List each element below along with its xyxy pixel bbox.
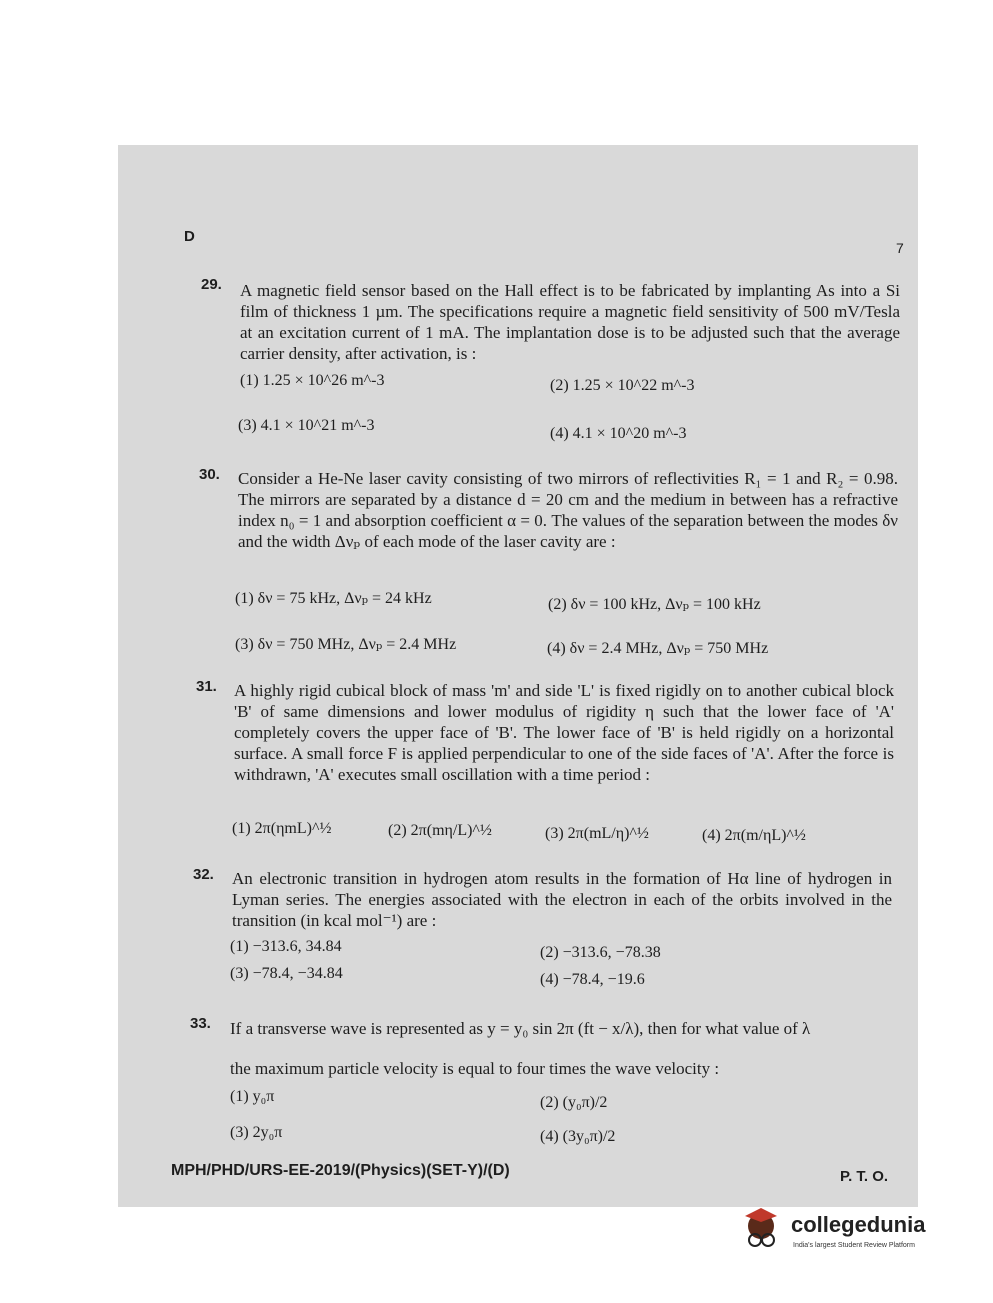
- option: (2) (y₀π)/2: [540, 1094, 608, 1111]
- option: (3) 2π(mL/η)^½: [545, 825, 649, 842]
- option: (1) 1.25 × 10^26 m^-3: [240, 372, 385, 389]
- question-text: A magnetic field sensor based on the Hall effect is to be fabricated by implanting As into a Si film of thickness 1 µm. The specifications require a magnetic field sensitivity of 500 mV/Tesla at an excitation current of 1 mA. The implantation dose is to be adjusted such that the average carrier density, after activation, is :: [240, 281, 900, 363]
- option: (4) 4.1 × 10^20 m^-3: [550, 425, 687, 442]
- option: (3) −78.4, −34.84: [230, 965, 343, 982]
- logo-tagline: India's largest Student Review Platform: [793, 1242, 915, 1249]
- option: (2) δν = 100 kHz, Δνₚ = 100 kHz: [548, 596, 761, 613]
- footer-pto: P. T. O.: [840, 1168, 889, 1185]
- question-number: 32.: [193, 866, 214, 883]
- question-text: If a transverse wave is represented as y = y₀ sin 2π (ft − x/λ), then for what value of λ: [230, 1019, 811, 1038]
- set-letter: D: [184, 228, 195, 245]
- footer-exam-code: MPH/PHD/URS-EE-2019/(Physics)(SET-Y)/(D): [171, 1162, 510, 1179]
- option: (4) (3y₀π)/2: [540, 1128, 616, 1145]
- collegedunia-logo[interactable]: [735, 1206, 965, 1258]
- mascot-icon: [735, 1206, 787, 1258]
- option: (1) δν = 75 kHz, Δνₚ = 24 kHz: [235, 590, 432, 607]
- option: (2) 2π(mη/L)^½: [388, 822, 492, 839]
- logo-brand: collegedunia: [791, 1212, 926, 1237]
- option: (1) −313.6, 34.84: [230, 938, 342, 955]
- question-text: An electronic transition in hydrogen atom results in the formation of Hα line of hydrogen in Lyman series. The energies associated with the electron in each of the orbits involved in the transition (in kcal mol⁻¹) are :: [232, 869, 892, 930]
- option: (4) −78.4, −19.6: [540, 971, 645, 988]
- option: (3) 2y₀π: [230, 1124, 283, 1141]
- option: (1) y₀π: [230, 1088, 275, 1105]
- question-text: Consider a He-Ne laser cavity consisting of two mirrors of reflectivities R₁ = 1 and R₂ = 0.98. The mirrors are separated by a distance d = 20 cm and the medium in between has a refractive index n₀ = 1 and absorption coefficient α = 0. The values of the separation between the modes δν and the width Δνₚ of each mode of the laser cavity are :: [238, 469, 898, 551]
- question-number: 33.: [190, 1015, 211, 1032]
- option: (4) δν = 2.4 MHz, Δνₚ = 750 MHz: [547, 640, 769, 657]
- option: (4) 2π(m/ηL)^½: [702, 827, 806, 844]
- option: (3) 4.1 × 10^21 m^-3: [238, 417, 375, 434]
- option: (3) δν = 750 MHz, Δνₚ = 2.4 MHz: [235, 636, 457, 653]
- question-number: 31.: [196, 678, 217, 695]
- question-text: A highly rigid cubical block of mass 'm' and side 'L' is fixed rigidly on to another cubical block 'B' of same dimensions and lower modulus of rigidity η such that the lower face of 'A' completely covers the upper face of 'B'. The lower face of 'B' is held rigidly on a horizontal surface. A small force F is applied perpendicular to one of the side faces of 'A'. After the force is withdrawn, 'A' executes small oscillation with a time period :: [234, 681, 894, 784]
- page-number: 7: [896, 240, 904, 256]
- option: (1) 2π(ηmL)^½: [232, 820, 332, 837]
- question-number: 29.: [201, 276, 222, 293]
- option: (2) −313.6, −78.38: [540, 944, 661, 961]
- option: (2) 1.25 × 10^22 m^-3: [550, 377, 695, 394]
- question-text: the maximum particle velocity is equal to four times the wave velocity :: [230, 1059, 720, 1078]
- question-number: 30.: [199, 466, 220, 483]
